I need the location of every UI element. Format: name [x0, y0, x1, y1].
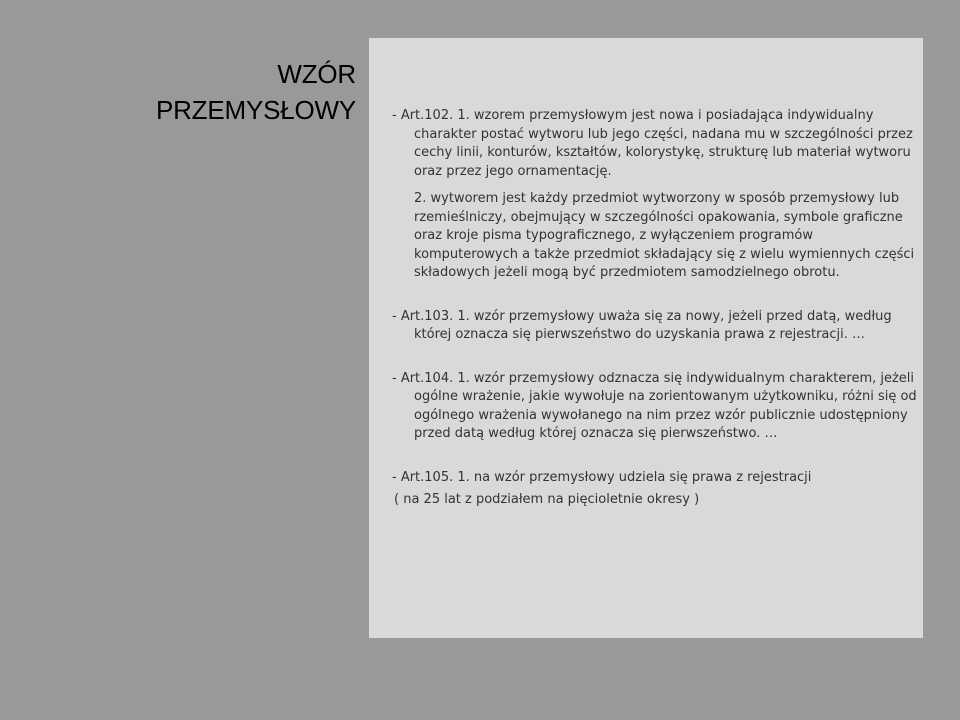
paragraph-art-102-1 — [392, 107, 920, 181]
paragraph-art-103 — [392, 308, 920, 345]
slide-title — [120, 56, 356, 128]
paragraph-text: - Art.103. 1. wzór przemysłowy uważa się za nowy, jeżeli przed datą, według której oznacza się pierwszeństwo do uzyskania prawa z rejestracji. … — [392, 308, 892, 342]
paragraph-art-105-note — [392, 491, 920, 510]
paragraph-text: - Art.105. 1. na wzór przemysłowy udziela się prawa z rejestracji — [392, 469, 812, 485]
paragraph-text: - Art.102. 1. wzorem przemysłowym jest nowa i posiadająca indywidualny charakter postać wytworu lub jego części, nadana mu w szczególności przez cechy linii, konturów, kształtów, kolorystykę, strukturę lub materiał wytworu oraz przez jego ornamentację. — [392, 108, 913, 179]
paragraph-art-105 — [392, 469, 920, 488]
paragraph-text: 2. wytworem jest każdy przedmiot wytworzony w sposób przemysłowy lub rzemieślniczy, obejmujący w szczególności opakowania, symbole graficzne oraz kroje pisma typograficznego, z wyłączeniem programów komputerowych a także przedmiot składający się z wielu wymiennych części składowych jeżeli mogą być przedmiotem samodzielnego obrotu. — [414, 191, 915, 280]
paragraph-art-104 — [392, 370, 920, 444]
article-text-block — [392, 107, 920, 510]
paragraph-art-102-2 — [392, 190, 920, 283]
paragraph-text: - Art.104. 1. wzór przemysłowy odznacza się indywidualnym charakterem, jeżeli ogólne wrażenie, jakie wywołuje na zorientowanym użytkowniku, różni się od ogólnego wrażenia wywołanego na nim przez wzór publicznie udostępniony przed datą według której oznacza się pierwszeństwo. … — [392, 370, 917, 441]
paragraph-text: ( na 25 lat z podziałem na pięcioletnie okresy ) — [394, 492, 700, 507]
title-line-2: PRZEMYSŁOWY — [155, 95, 356, 125]
title-line-1: WZÓR — [277, 59, 356, 89]
